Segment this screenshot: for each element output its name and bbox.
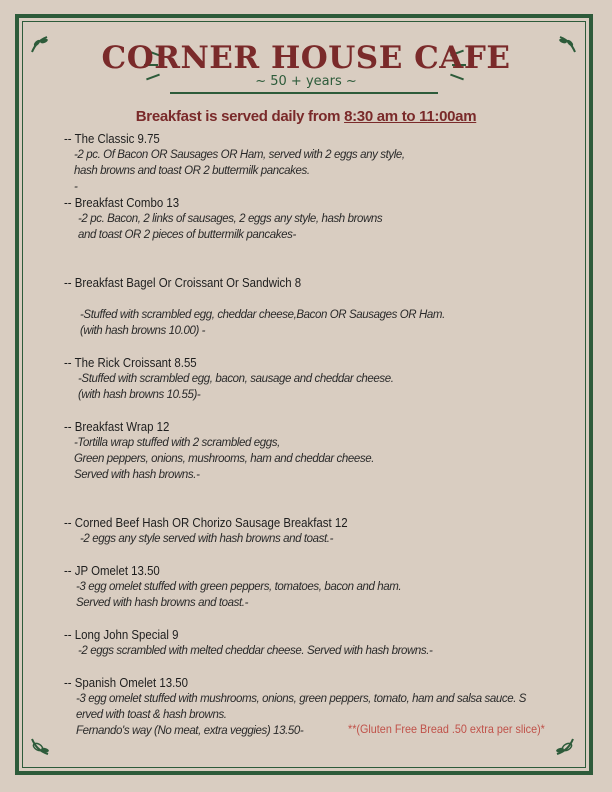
hours-time: 8:30 am to 11:00am — [344, 108, 477, 125]
item-name: -- JP Omelet 13.50 — [64, 563, 160, 578]
gluten-free-note: **(Gluten Free Bread .50 extra per slice)* — [348, 722, 545, 736]
cafe-subtitle: ~ 50 + years ~ — [255, 74, 357, 89]
cafe-title: CORNER HOUSE CAFE — [101, 40, 511, 76]
item-description: -3 egg omelet stuffed with mushrooms, onions, green peppers, tomato, ham and salsa sauce. S erved with toast & hash browns. Fernando's way (No meat, extra veggies) 13.50- — [76, 693, 527, 737]
item-description: -2 eggs any style served with hash browns and toast.- — [80, 533, 334, 545]
menu-item — [64, 627, 574, 659]
hours-prefix: Breakfast is served daily from — [135, 108, 345, 125]
item-name: -- The Classic 9.75 — [64, 131, 160, 146]
menu-item — [64, 515, 574, 547]
item-description: -3 egg omelet stuffed with green peppers, tomatoes, bacon and ham. Served with hash browns and toast.- — [76, 581, 402, 609]
item-name: -- Breakfast Combo 13 — [64, 195, 180, 210]
item-name: -- Spanish Omelet 13.50 — [64, 675, 188, 690]
menu-item — [64, 419, 574, 483]
header-underline — [170, 92, 438, 94]
item-description: -2 pc. Of Bacon OR Sausages OR Ham, served with 2 eggs any style, hash browns and toast OR 2 buttermilk pancakes. - — [74, 149, 405, 193]
breakfast-hours — [0, 108, 612, 125]
leaf-corner-bottom-left-icon — [29, 736, 51, 758]
menu-item — [64, 131, 574, 195]
item-description: -Tortilla wrap stuffed with 2 scrambled eggs, Green peppers, onions, mushrooms, ham and cheddar cheese. Served with hash browns.- — [74, 437, 375, 481]
item-name: -- Breakfast Bagel Or Croissant Or Sandwich 8 — [64, 275, 302, 290]
leaf-corner-bottom-right-icon — [554, 736, 576, 758]
menu-item — [64, 563, 574, 611]
item-name: -- Corned Beef Hash OR Chorizo Sausage Breakfast 12 — [64, 515, 348, 530]
menu-item — [64, 195, 574, 243]
item-name: -- The Rick Croissant 8.55 — [64, 355, 197, 370]
item-name: -- Long John Special 9 — [64, 627, 179, 642]
menu-item — [64, 355, 574, 403]
item-description: -Stuffed with scrambled egg, cheddar cheese,Bacon OR Sausages OR Ham. (with hash browns 10.00) - — [80, 309, 445, 337]
item-description: -2 pc. Bacon, 2 links of sausages, 2 eggs any style, hash browns and toast OR 2 pieces of buttermilk pancakes- — [78, 213, 383, 241]
item-description: -Stuffed with scrambled egg, bacon, sausage and cheddar cheese. (with hash browns 10.55)- — [78, 373, 394, 401]
menu-header — [0, 40, 612, 89]
item-name: -- Breakfast Wrap 12 — [64, 419, 170, 434]
menu-item — [64, 275, 574, 339]
item-description: -2 eggs scrambled with melted cheddar cheese. Served with hash browns.- — [78, 645, 433, 657]
